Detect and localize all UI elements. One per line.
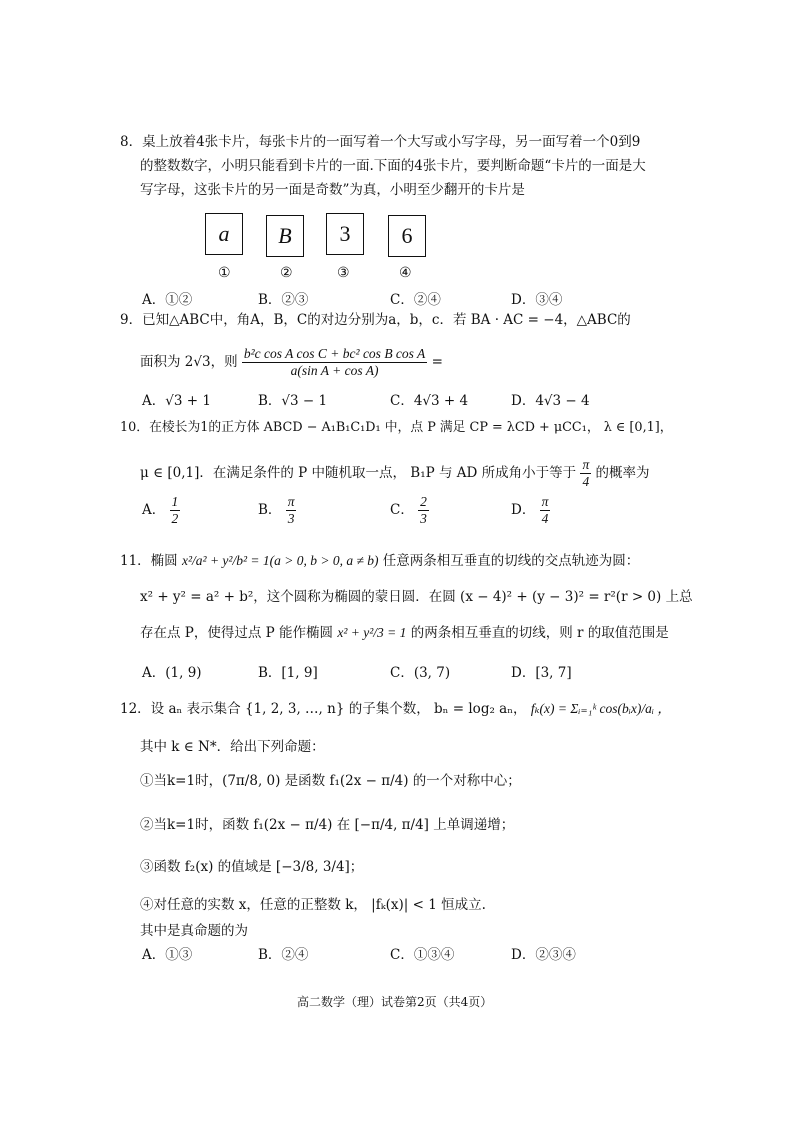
q8-option-d: D．③④ <box>511 292 563 308</box>
q12-statement-4: ④对任意的实数 x，任意的正整数 k， |fₖ(x)| < 1 恒成立. <box>140 897 486 913</box>
card-3: 3 <box>326 213 364 255</box>
q10-c-den: 3 <box>420 511 427 526</box>
q10-option-c <box>390 494 429 527</box>
q10-line2-suffix: 的概率为 <box>595 465 650 481</box>
q9-fraction <box>242 346 427 379</box>
q11-line2: x² + y² = a² + b²，这个圆称为椭圆的蒙日圆．在圆 (x − 4)² + (y − 3)² = r²(r > 0) 上总 <box>140 589 693 605</box>
q10-b-num: π <box>287 494 295 509</box>
q10-frac-den: 4 <box>582 474 590 489</box>
q9-numerator: b²c cos A cos C + bc² cos B cos A <box>243 346 426 361</box>
q10-d-num: π <box>541 494 549 509</box>
q9-option-d: D．4√3 − 4 <box>511 393 590 409</box>
q10-c-num: 2 <box>420 494 427 509</box>
card-2: B <box>266 215 304 257</box>
q9-option-c: C．4√3 + 4 <box>390 393 469 409</box>
q11-line3-suffix: 的两条相互垂直的切线，则 r 的取值范围是 <box>410 625 669 641</box>
q12-option-d: D．②③④ <box>511 947 576 963</box>
q11-option-d: D．[3, 7] <box>511 665 572 681</box>
q9-line2-prefix: 面积为 2√3，则 <box>140 354 238 370</box>
q11-option-a: A．(1, 9) <box>142 665 202 681</box>
q12-option-a: A．①③ <box>142 947 193 963</box>
q10-option-d <box>511 494 550 527</box>
q10-b-den: 3 <box>287 511 295 526</box>
q11-option-c: C．(3, 7) <box>390 665 451 681</box>
q12-line1-prefix: 12．设 aₙ 表示集合 {1, 2, 3, …, n} 的子集个数， bₙ = log₂ aₙ， <box>120 701 527 717</box>
q8-line1: 8．桌上放着4张卡片，每张卡片的一面写着一个大写或小写字母，另一面写着一个0到9 <box>120 134 641 150</box>
q10-frac-num: π <box>582 457 590 472</box>
card-label-1: ① <box>218 265 231 281</box>
q12-statement-2: ②当k=1时，函数 f₁(2x − π/4) 在 [−π/4, π/4] 上单调递增； <box>140 817 515 833</box>
q12-line2: 其中 k ∈ N*．给出下列命题： <box>140 739 325 755</box>
q10-option-d-frac <box>540 494 551 527</box>
q12-last-line: 其中是真命题的为 <box>140 923 248 939</box>
q9-option-b: B．√3 − 1 <box>258 393 328 409</box>
q10-option-a-frac <box>170 494 181 527</box>
q10-option-c-frac <box>418 494 429 527</box>
q9-denominator: a(sin A + cos A) <box>290 363 379 378</box>
q12-statement-1: ①当k=1时，(7π/8, 0) 是函数 f₁(2x − π/4) 的一个对称中心； <box>140 773 521 789</box>
q10-a-num: 1 <box>171 494 179 509</box>
q10-a-den: 2 <box>171 511 179 526</box>
q10-pi-over-4 <box>580 457 591 490</box>
q10-line1: 10．在棱长为1的正方体 ABCD − A₁B₁C₁D₁ 中，点 P 满足 CP = λCD + μCC₁， λ ∈ [0,1]， <box>120 420 673 435</box>
q9-line1: 9．已知△ABC中，角A，B，C的对边分别为a，b，c．若 BA · AC = −4，△ABC的 <box>120 312 631 328</box>
q12-option-b: B．②④ <box>258 947 309 963</box>
q8-option-a: A．①② <box>142 292 193 308</box>
q11-line1 <box>120 552 639 570</box>
card-label-4: ④ <box>399 265 412 281</box>
q8-option-b: B．②③ <box>258 292 309 308</box>
page-footer: 高二数学（理）试卷第2页（共4页） <box>297 995 493 1009</box>
q12-statement-3: ③函数 f₂(x) 的值域是 [−3/8, 3/4]； <box>140 859 364 875</box>
q11-line1-prefix: 11．椭圆 <box>120 553 178 569</box>
card-1: a <box>205 213 243 255</box>
card-label-2: ② <box>280 265 293 281</box>
q11-ellipse-eq: x²/a² + y²/b² = 1(a > 0, b > 0, a ≠ b) <box>181 553 379 568</box>
q12-option-c: C．①③④ <box>390 947 455 963</box>
q8-option-c: C．②④ <box>390 292 441 308</box>
q10-option-b-label: B． <box>258 502 282 518</box>
q11-option-b: B．[1, 9] <box>258 665 318 681</box>
q10-line2-prefix: μ ∈ [0,1]．在满足条件的 P 中随机取一点， B₁P 与 AD 所成角小于等于 <box>140 465 577 481</box>
q10-d-den: 4 <box>541 511 549 526</box>
q12-line1 <box>120 700 671 718</box>
q10-option-b <box>258 494 296 527</box>
q10-option-d-label: D． <box>511 502 536 518</box>
q11-line3-prefix: 存在点 P，使得过点 P 能作椭圆 <box>140 625 334 641</box>
q10-option-b-frac <box>286 494 297 527</box>
q11-ellipse2-eq: x² + y²/3 = 1 <box>337 625 407 640</box>
q10-line2 <box>140 457 650 490</box>
card-label-3: ③ <box>337 265 350 281</box>
q10-option-a-label: A． <box>142 502 166 518</box>
q8-line2: 的整数数字，小明只能看到卡片的一面.下面的4张卡片，要判断命题“卡片的一面是大 <box>140 158 646 174</box>
q9-option-a: A．√3 + 1 <box>142 393 211 409</box>
q9-line2 <box>140 346 443 379</box>
q11-line1-suffix: 任意两条相互垂直的切线的交点轨迹为圆： <box>382 553 640 569</box>
card-4: 6 <box>388 215 426 257</box>
q8-line3: 写字母，这张卡片的另一面是奇数”为真，小明至少翻开的卡片是 <box>140 182 525 198</box>
q10-option-a <box>142 494 180 527</box>
q11-line3 <box>140 624 669 642</box>
q12-fk-def: fₖ(x) = Σᵢ₌₁ᵏ cos(bᵢx)/aᵢ ， <box>530 701 671 716</box>
q9-line2-suffix: = <box>431 354 443 370</box>
q10-option-c-label: C． <box>390 502 414 518</box>
